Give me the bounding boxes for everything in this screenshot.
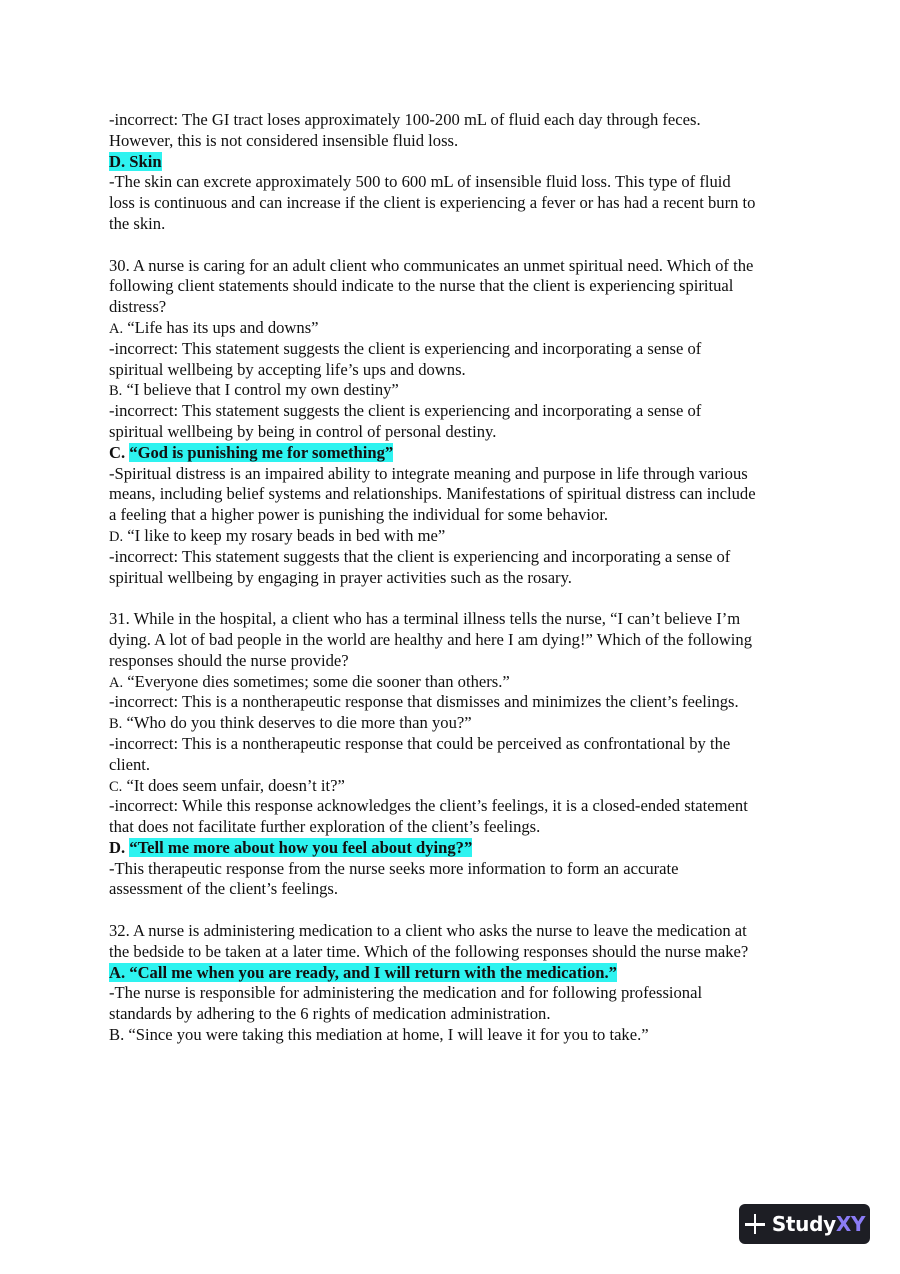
q30-a-explanation: spiritual wellbeing by accepting life’s ups and downs. (109, 359, 466, 379)
q31-option-b: B. “Who do you think deserves to die more than you?” (109, 713, 472, 733)
document-page (109, 110, 829, 1046)
q31-b-explanation: client. (109, 754, 151, 774)
q30-a-explanation: -incorrect: This statement suggests the client is experiencing and incorporating a sense of (109, 338, 702, 358)
q30-question: 30. A nurse is caring for an adult client who communicates an unmet spiritual need. Which of the (109, 255, 754, 275)
q30-d-explanation: spiritual wellbeing by engaging in prayer activities such as the rosary. (109, 567, 572, 587)
q31-option-a: A. “Everyone dies sometimes; some die sooner than others.” (109, 671, 510, 691)
q31-c-explanation: -incorrect: While this response acknowledges the client’s feelings, it is a closed-ended statement (109, 796, 748, 816)
q29-c-explanation: However, this is not considered insensible fluid loss. (109, 130, 459, 150)
q32-a-explanation: -The nurse is responsible for administering the medication and for following professional (109, 983, 703, 1003)
q32-correct-answer: A. “Call me when you are ready, and I will return with the medication.” (109, 962, 617, 982)
q29-d-explanation: the skin. (109, 213, 166, 233)
q31-question: 31. While in the hospital, a client who has a terminal illness tells the nurse, “I can’t believe I’m (109, 609, 741, 629)
q31-correct-answer: D. “Tell me more about how you feel about dying?” (109, 837, 473, 857)
q30-option-b: B. “I believe that I control my own destiny” (109, 380, 399, 400)
q30-b-explanation: spiritual wellbeing by being in control of personal destiny. (109, 421, 497, 441)
q32-question: the bedside to be taken at a later time. Which of the following responses should the nurse make? (109, 941, 749, 961)
q31-question: dying. A lot of bad people in the world are healthy and here I am dying!” Which of the following (109, 629, 752, 649)
q29-d-explanation: loss is continuous and can increase if the client is experiencing a fever or has had a recent burn to (109, 193, 756, 213)
q29-d-explanation: -The skin can excrete approximately 500 to 600 mL of insensible fluid loss. This type of fluid (109, 172, 731, 192)
q30-c-explanation: -Spiritual distress is an impaired ability to integrate meaning and purpose in life through various (109, 463, 748, 483)
q30-d-explanation: -incorrect: This statement suggests that the client is experiencing and incorporating a sense of (109, 546, 731, 566)
q31-option-c: C. “It does seem unfair, doesn’t it?” (109, 775, 345, 795)
q31-question: responses should the nurse provide? (109, 650, 349, 670)
q31-c-explanation: that does not facilitate further exploration of the client’s feelings. (109, 817, 541, 837)
q32-a-explanation: standards by adhering to the 6 rights of medication administration. (109, 1004, 551, 1024)
q30-b-explanation: -incorrect: This statement suggests the client is experiencing and incorporating a sense of (109, 401, 702, 421)
q29-c-explanation: -incorrect: The GI tract loses approximately 100-200 mL of fluid each day through feces. (109, 110, 701, 129)
q30-option-a: A. “Life has its ups and downs” (109, 317, 319, 337)
plus-icon (744, 1213, 766, 1235)
q30-c-explanation: a feeling that a higher power is punishing the individual for some behavior. (109, 505, 609, 525)
q31-a-explanation: -incorrect: This is a nontherapeutic response that dismisses and minimizes the client’s feelings. (109, 692, 739, 712)
q31-b-explanation: -incorrect: This is a nontherapeutic response that could be perceived as confrontational by the (109, 733, 731, 753)
q30-question: distress? (109, 297, 167, 317)
q31-d-explanation: assessment of the client’s feelings. (109, 879, 339, 899)
q30-question: following client statements should indicate to the nurse that the client is experiencing spiritual (109, 276, 734, 296)
brand-name: StudyXY (771, 1212, 866, 1236)
q29-correct-answer: D. Skin (109, 151, 162, 171)
q30-correct-answer: C. “God is punishing me for something” (109, 442, 394, 462)
q32-question: 32. A nurse is administering medication to a client who asks the nurse to leave the medication at (109, 921, 747, 941)
q30-option-d: D. “I like to keep my rosary beads in bed with me” (109, 525, 446, 545)
studyxy-badge[interactable] (739, 1204, 870, 1244)
q32-option-b: B. “Since you were taking this mediation at home, I will leave it for you to take.” (109, 1025, 649, 1045)
q30-c-explanation: means, including belief systems and relationships. Manifestations of spiritual distress can include (109, 484, 756, 504)
q31-d-explanation: -This therapeutic response from the nurse seeks more information to form an accurate (109, 858, 679, 878)
